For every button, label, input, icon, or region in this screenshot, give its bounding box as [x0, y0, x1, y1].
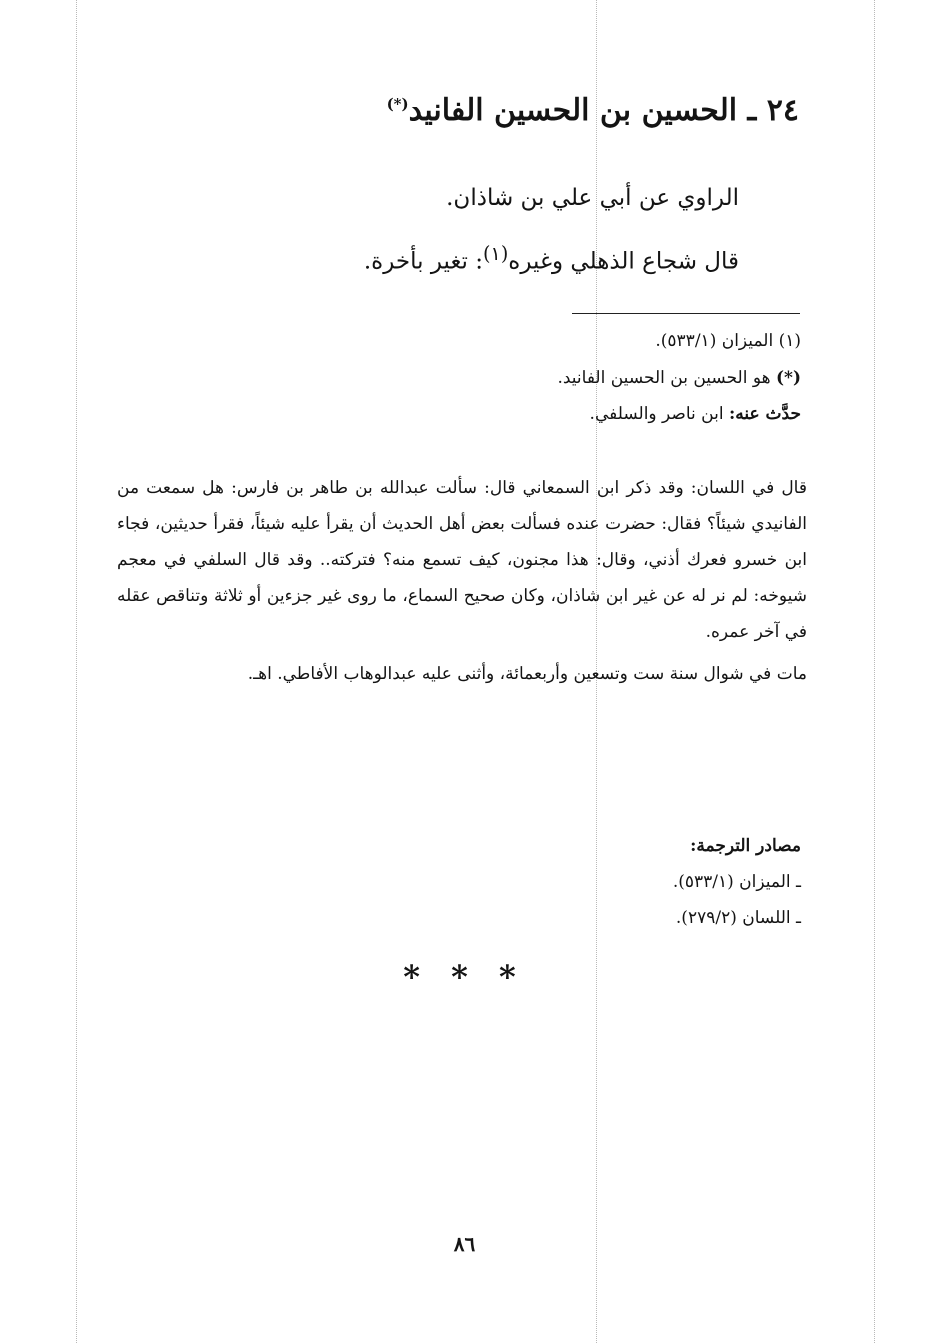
source-item: ـ اللسان (٢٧٩/٢). — [675, 908, 801, 928]
narrated-by-label: حدَّث عنه: — [728, 404, 801, 424]
footnote-separator — [572, 313, 800, 314]
section-separator: * * * — [403, 958, 526, 996]
page-number: ٨٦ — [453, 1232, 476, 1256]
biography-text — [117, 470, 807, 698]
star-note-marker: (*) — [776, 368, 801, 388]
intro-line-2 — [179, 226, 739, 290]
footnotes — [111, 328, 801, 428]
star-note — [111, 365, 801, 392]
narrated-by — [111, 401, 801, 428]
footnote-ref: (١) — [483, 242, 509, 265]
translation-sources — [381, 828, 801, 936]
entry-marker: (*) — [386, 95, 409, 113]
biography-paragraph-2: مات في شوال سنة ست وتسعين وأربعمائة، وأثنى عليه عبدالوهاب الأفاطي. اهـ. — [247, 664, 807, 684]
entry-name: الحسين بن الحسين الفانيد — [408, 93, 738, 128]
entry-title — [239, 82, 799, 133]
sources-heading: مصادر الترجمة: — [690, 836, 801, 856]
entry-intro — [179, 170, 739, 290]
intro-line-1: الراوي عن أبي علي بن شاذان. — [446, 185, 739, 211]
scan-dotted-line-right — [874, 0, 875, 1343]
narrated-by-text: ابن ناصر والسلفي. — [589, 404, 724, 424]
entry-number: ٢٤ — [766, 93, 799, 128]
intro-line-2-end: : تغير بأخرة. — [363, 248, 484, 275]
source-item: ـ الميزان (٥٣٣/١). — [672, 872, 801, 892]
footnote-1-marker: (١) — [778, 331, 801, 351]
entry-dash: ـ — [747, 93, 757, 128]
biography-paragraph-1: قال في اللسان: وقد ذكر ابن السمعاني قال: سألت عبدالله بن طاهر بن فارس: هل سمعت من الفانيدي شيئاً؟ فقال: حضرت عنده فسألت بعض أهل الحديث أن يقرأ عليه شيئاً، فقرأ حديثين، فجاء ابن خسرو فعرك أذني، وقال: هذا مجنون، كيف تسمع منه؟ فتركته.. وقد قال السلفي في معجم شيوخه: لم نر له عن غير ابن شاذان، وكان صحيح السماع، ما روى غير جزءين أو ثلاثة وتناقص عقله في آخر عمره. — [117, 478, 807, 642]
footnote-1 — [111, 328, 801, 355]
footnote-1-text: الميزان (٥٣٣/١). — [655, 331, 774, 351]
scan-dotted-line-left — [76, 0, 77, 1343]
intro-line-2-start: قال شجاع الذهلي وغيره — [508, 248, 739, 275]
star-note-text: هو الحسين بن الحسين الفانيد. — [557, 368, 771, 388]
